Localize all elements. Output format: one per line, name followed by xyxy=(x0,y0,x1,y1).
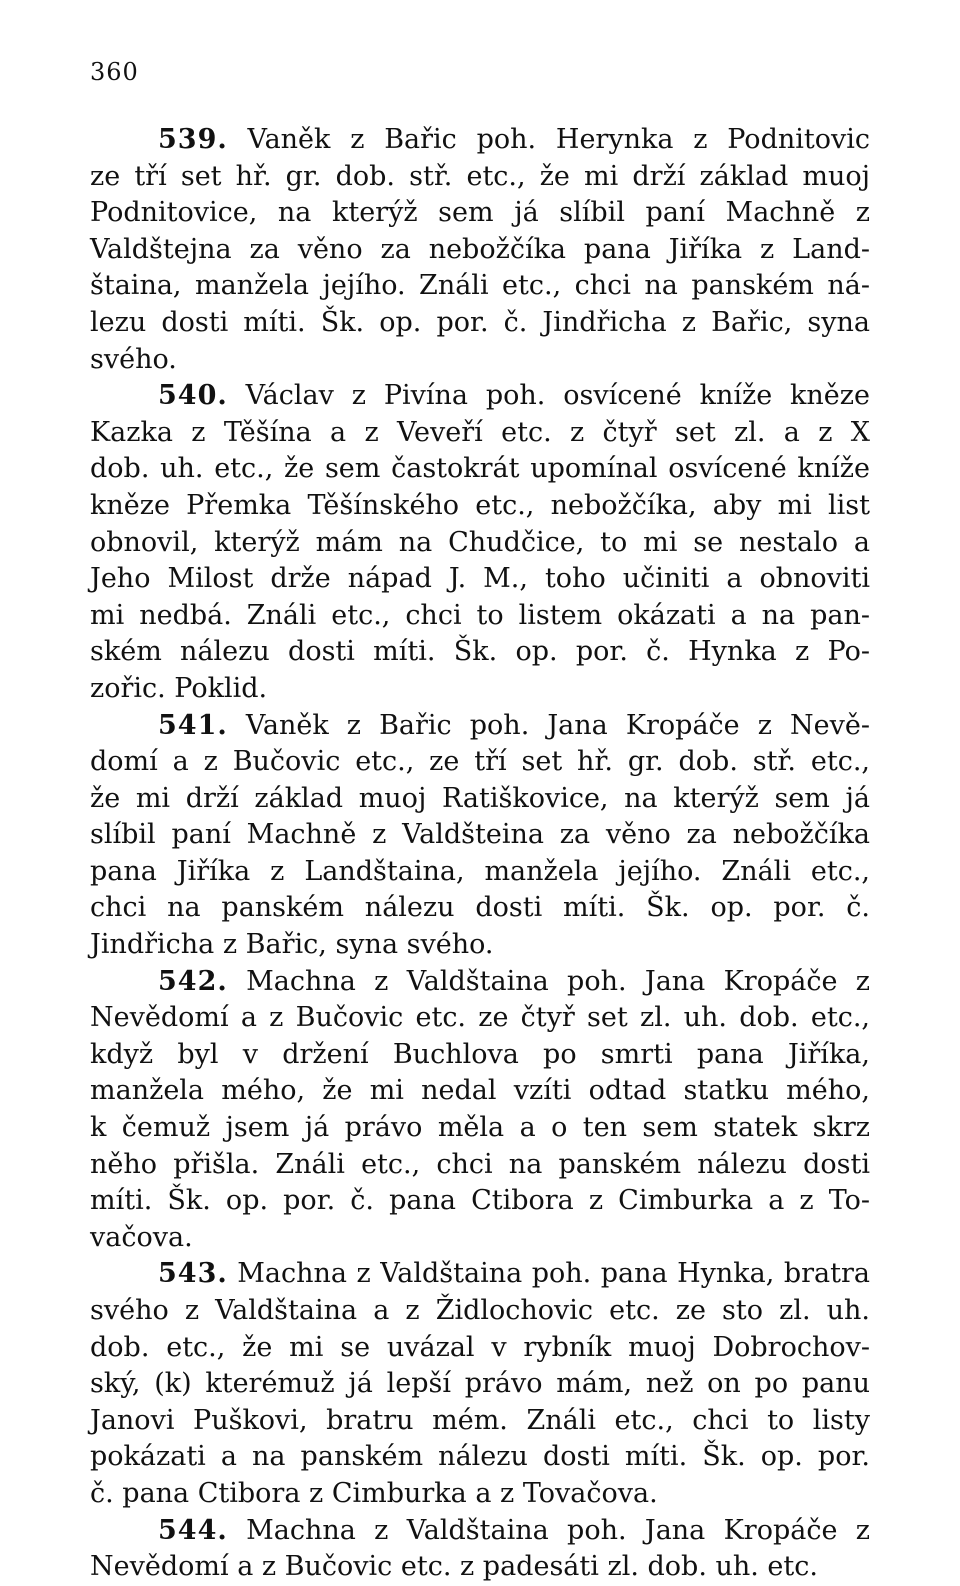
line-text: Jeho Milost drže nápad J. M., toho učiniti a obnoviti xyxy=(90,563,870,595)
text-line xyxy=(90,1403,870,1440)
text-line xyxy=(90,525,870,562)
text-line xyxy=(90,488,870,525)
line-text: lezu dosti míti. Šk. op. por. č. Jindřicha z Bařic, syna xyxy=(90,306,870,338)
text-line xyxy=(90,598,870,635)
line-text: pana Jiříka z Landštaina, manžela jejího. Ználi etc., xyxy=(90,855,870,887)
line-text: Vaněk z Bařic poh. Jana Kropáče z Nevě- xyxy=(227,709,870,741)
text-line xyxy=(90,232,870,269)
line-text: slíbil paní Machně z Valdšteina za věno za nebožčíka xyxy=(90,819,870,851)
line-text: chci na panském nálezu dosti míti. Šk. op. por. č. xyxy=(90,892,870,924)
text-line xyxy=(90,195,870,232)
line-text: ském nálezu dosti míti. Šk. op. por. č. Hynka z Po- xyxy=(90,636,870,668)
text-line xyxy=(90,671,870,708)
text-line xyxy=(90,1037,870,1074)
line-text: něho přišla. Ználi etc., chci na panském nálezu dosti xyxy=(90,1148,870,1180)
text-line xyxy=(90,1183,870,1220)
line-text: že mi drží základ muoj Ratiškovice, na kterýž sem já xyxy=(90,782,870,814)
line-text: svého. xyxy=(90,343,177,375)
text-line xyxy=(90,854,870,891)
line-text: Machna z Valdštaina poh. Jana Kropáče z xyxy=(227,1514,870,1546)
text-line xyxy=(90,1293,870,1330)
line-text: svého z Valdštaina a z Židlochovic etc. ze sto zl. uh. xyxy=(90,1295,870,1326)
line-text: manžela mého, že mi nedal vzíti odtad statku mého, xyxy=(90,1075,870,1107)
line-text: pokázati a na panském nálezu dosti míti. Šk. op. por. xyxy=(90,1441,870,1473)
text-line xyxy=(90,1330,870,1367)
page-number: 360 xyxy=(90,58,139,86)
text-body xyxy=(90,122,870,1586)
text-line xyxy=(90,451,870,488)
line-text: ze tří set hř. gr. dob. stř. etc., že mi drží základ muoj xyxy=(90,160,870,192)
line-text: ský, (k) kterémuž já lepší právo mám, než on po panu xyxy=(90,1368,870,1400)
line-text: Valdštejna za věno za nebožčíka pana Jiříka z Land- xyxy=(90,233,870,265)
text-line xyxy=(90,708,870,745)
entry-number: 541. xyxy=(158,709,228,741)
line-text: Jindřicha z Bařic, syna svého. xyxy=(90,929,494,961)
text-line xyxy=(90,1147,870,1184)
text-line xyxy=(90,1439,870,1476)
line-text: míti. Šk. op. por. č. pana Ctibora z Cimburka a z To- xyxy=(90,1185,870,1217)
entry-number: 544. xyxy=(158,1514,228,1546)
line-text: Nevědomí a z Bučovic etc. ze čtyř set zl. uh. dob. etc., xyxy=(90,1002,870,1034)
text-line xyxy=(90,561,870,598)
line-text: mi nedbá. Ználi etc., chci to listem okázati a na pan- xyxy=(90,599,870,631)
text-line xyxy=(90,268,870,305)
line-text: štaina, manžela jejího. Ználi etc., chci na panském ná- xyxy=(90,270,870,302)
text-line xyxy=(90,159,870,196)
text-line xyxy=(90,1549,870,1586)
text-line xyxy=(90,122,870,159)
text-line xyxy=(90,415,870,452)
line-text: č. pana Ctibora z Cimburka a z Tovačova. xyxy=(90,1477,658,1509)
line-text: kněze Přemka Těšínského etc., nebožčíka, aby mi list xyxy=(90,489,870,521)
text-line xyxy=(90,1220,870,1257)
text-line xyxy=(90,1366,870,1403)
text-line xyxy=(90,927,870,964)
entry-number: 542. xyxy=(158,965,228,997)
text-line xyxy=(90,1073,870,1110)
text-line xyxy=(90,964,870,1001)
line-text: zořic. Poklid. xyxy=(90,672,268,704)
text-line xyxy=(90,1476,870,1513)
line-text: Nevědomí a z Bučovic etc. z padesáti zl. dob. uh. etc. xyxy=(90,1551,818,1583)
text-line xyxy=(90,342,870,379)
text-line xyxy=(90,1513,870,1550)
text-line xyxy=(90,744,870,781)
text-line xyxy=(90,781,870,818)
line-text: když byl v držení Buchlova po smrti pana Jiříka, xyxy=(90,1038,870,1070)
line-text: obnovil, kterýž mám na Chudčice, to mi se nestalo a xyxy=(90,526,870,558)
line-text: Kazka z Těšína a z Veveří etc. z čtyř set zl. a z X xyxy=(90,416,870,448)
line-text: k čemuž jsem já právo měla a o ten sem statek skrz xyxy=(90,1112,870,1144)
line-text: domí a z Bučovic etc., ze tří set hř. gr. dob. stř. etc., xyxy=(90,746,870,778)
line-text: Václav z Pivína poh. osvícené kníže kněze xyxy=(227,380,870,412)
text-line xyxy=(90,634,870,671)
line-text: Vaněk z Bařic poh. Herynka z Podnitovic xyxy=(227,124,870,155)
text-line xyxy=(90,378,870,415)
line-text: dob. uh. etc., že sem častokrát upomínal osvícené kníže xyxy=(90,453,870,485)
line-text: dob. etc., že mi se uvázal v rybník muoj Dobrochov- xyxy=(90,1331,870,1363)
entry-number: 540. xyxy=(158,380,228,412)
line-text: Machna z Valdštaina poh. Jana Kropáče z xyxy=(227,965,870,997)
entry-number: 539. xyxy=(158,124,228,155)
line-text: Machna z Valdštaina poh. pana Hynka, bratra xyxy=(227,1258,870,1290)
text-line xyxy=(90,305,870,342)
entry-number: 543. xyxy=(158,1258,228,1290)
line-text: Podnitovice, na kterýž sem já slíbil paní Machně z xyxy=(90,197,870,229)
text-line xyxy=(90,1000,870,1037)
text-line xyxy=(90,1110,870,1147)
text-line xyxy=(90,1256,870,1293)
line-text: vačova. xyxy=(90,1221,193,1253)
text-line xyxy=(90,817,870,854)
text-line xyxy=(90,890,870,927)
line-text: Janovi Puškovi, bratru mém. Ználi etc., chci to listy xyxy=(90,1404,870,1436)
